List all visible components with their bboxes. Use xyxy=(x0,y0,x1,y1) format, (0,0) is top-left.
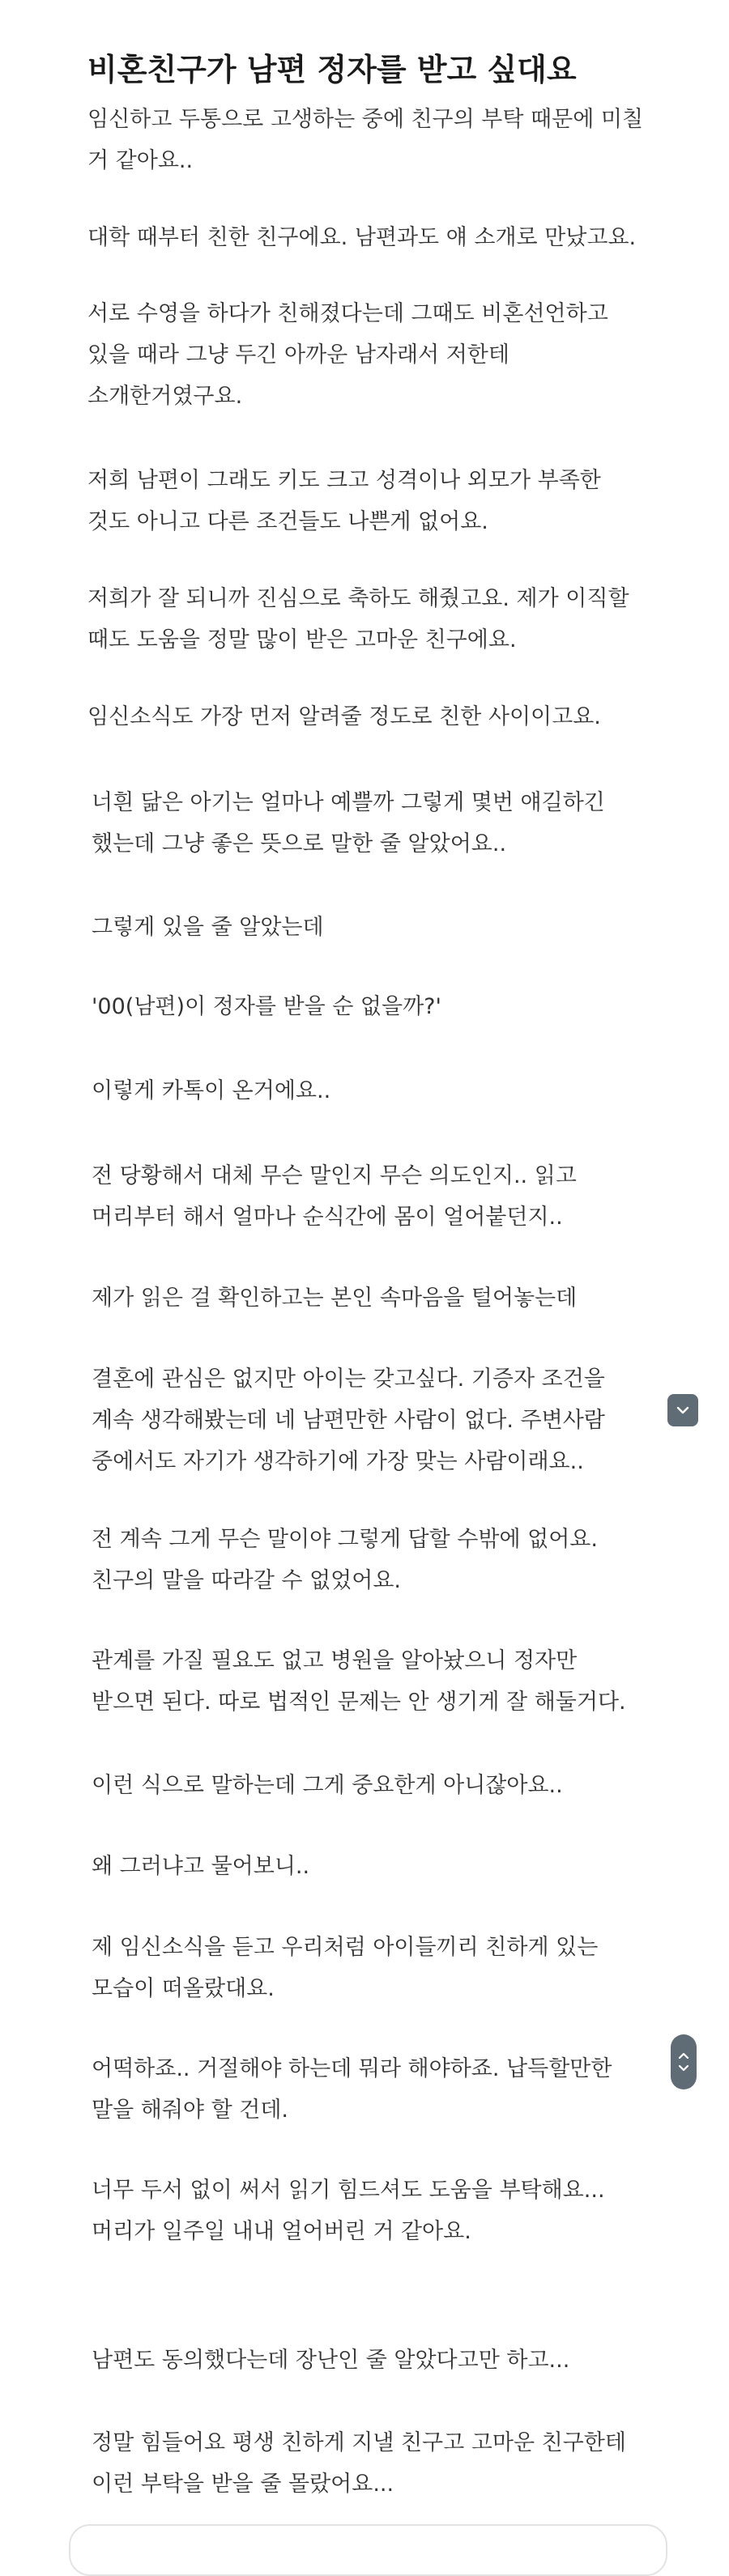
chevron-down-icon[interactable] xyxy=(678,2064,689,2072)
post-paragraph-2: 대학 때부터 친한 친구에요. 남편과도 얘 소개로 만났고요. xyxy=(87,225,637,250)
post-paragraph-12: 제가 읽은 걸 확인하고는 본인 속마음을 털어놓는데 xyxy=(92,1286,578,1311)
post-paragraph-5: 저희가 잘 되니까 진심으로 축하도 해줬고요. 제가 이직할 때도 도움을 정말 많이 받은 고마운 친구에요. xyxy=(87,586,629,653)
comment-input-box[interactable] xyxy=(69,2524,667,2576)
post-paragraph-18: 제 임신소식을 듣고 우리처럼 아이들끼리 친하게 있는 모습이 떠올랐대요. xyxy=(92,1935,599,2001)
post-paragraph-4: 저희 남편이 그래도 키도 크고 성격이나 외모가 부족한 것도 아니고 다른 조건들도 나쁜게 없어요. xyxy=(87,468,601,534)
post-paragraph-20: 너무 두서 없이 써서 읽기 힘드셔도 도움을 부탁해요... 머리가 일주일 내내 얼어버린 거 같아요. xyxy=(92,2178,605,2244)
post-paragraph-3: 서로 수영을 하다가 친해졌다는데 그때도 비혼선언하고 있을 때라 그냥 두긴 아까운 남자래서 저한테 소개한거였구요. xyxy=(87,301,608,409)
scroll-down-button[interactable] xyxy=(667,1394,698,1426)
post-paragraph-10: 이렇게 카톡이 온거에요.. xyxy=(92,1078,331,1103)
post-paragraph-17: 왜 그러냐고 물어보니.. xyxy=(92,1854,310,1879)
scroll-up-down-button[interactable] xyxy=(671,2034,697,2089)
chevron-up-icon[interactable] xyxy=(678,2052,689,2060)
chevron-down-icon xyxy=(676,1406,689,1414)
post-paragraph-19: 어떡하죠.. 거절해야 하는데 뭐라 해야하죠. 납득할만한 말을 해줘야 할 건데. xyxy=(92,2056,612,2123)
post-paragraph-15: 관계를 가질 필요도 없고 병원을 알아놨으니 정자만 받으면 된다. 따로 법적인 문제는 안 생기게 잘 해둘거다. xyxy=(92,1648,626,1715)
post-title: 비혼친구가 남편 정자를 받고 싶대요 xyxy=(87,52,577,87)
post-paragraph-6: 임신소식도 가장 먼저 알려줄 정도로 친한 사이이고요. xyxy=(87,704,601,729)
post-paragraph-7: 너흰 닮은 아기는 얼마나 예쁠까 그렇게 몇번 얘길하긴 했는데 그냥 좋은 뜻으로 말한 줄 알았어요.. xyxy=(92,790,605,857)
post-paragraph-9: '00(남편)이 정자를 받을 순 없을까?' xyxy=(92,994,441,1019)
post-paragraph-8: 그렇게 있을 줄 알았는데 xyxy=(92,915,324,940)
post-paragraph-14: 전 계속 그게 무슨 말이야 그렇게 답할 수밖에 없어요. 친구의 말을 따라갈 수 없었어요. xyxy=(92,1527,598,1593)
post-paragraph-22: 정말 힘들어요 평생 친하게 지낼 친구고 고마운 친구한테 이런 부탁을 받을 줄 몰랐어요... xyxy=(92,2430,626,2497)
post-paragraph-21: 남편도 동의했다는데 장난인 줄 알았다고만 하고... xyxy=(92,2348,570,2373)
post-paragraph-13: 결혼에 관심은 없지만 아이는 갖고싶다. 기증자 조건을 계속 생각해봤는데 네 남편만한 사람이 없다. 주변사람 중에서도 자기가 생각하기에 가장 맞는 사람이래요.. xyxy=(92,1367,605,1474)
post-paragraph-11: 전 당황해서 대체 무슨 말인지 무슨 의도인지.. 읽고 머리부터 해서 얼마나 순식간에 몸이 얼어붙던지.. xyxy=(92,1163,577,1230)
post-paragraph-1: 임신하고 두통으로 고생하는 중에 친구의 부탁 때문에 미칠 거 같아요.. xyxy=(87,107,644,173)
post-paragraph-16: 이런 식으로 말하는데 그게 중요한게 아니잖아요.. xyxy=(92,1773,563,1798)
